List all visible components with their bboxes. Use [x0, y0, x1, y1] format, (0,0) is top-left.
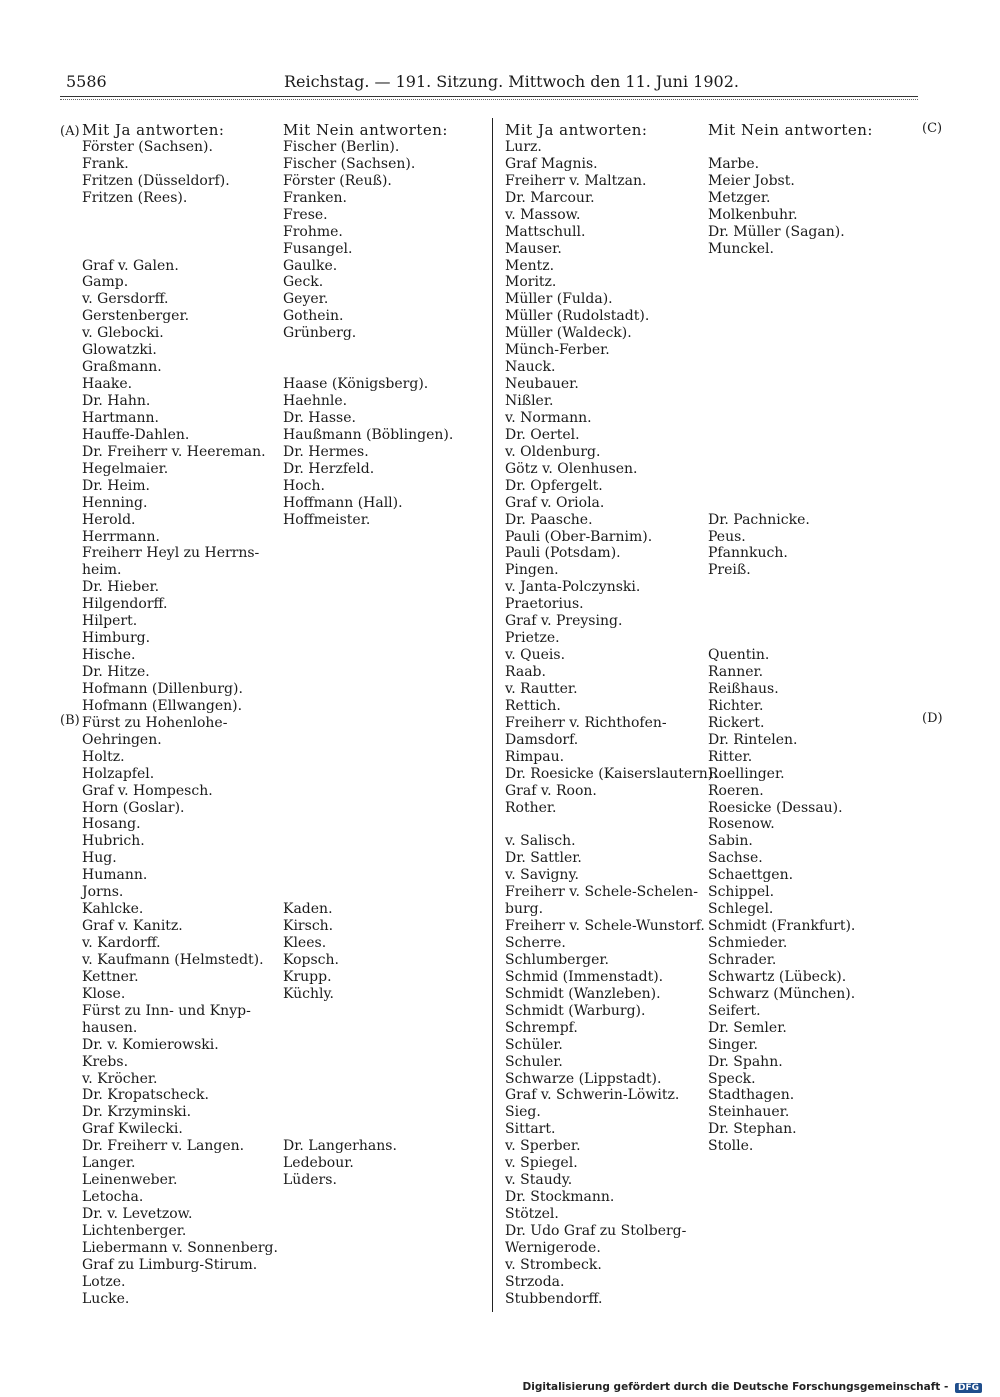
name-entry: Dr. Sattler. — [505, 850, 582, 867]
name-entry — [283, 545, 488, 562]
name-entry: Schwarz (München). — [708, 985, 856, 1002]
name-entry: Reißhaus. — [708, 680, 779, 697]
name-entry: Hoffmann (Hall). — [283, 494, 403, 511]
name-entry: Sachse. — [708, 850, 763, 867]
column-ja-right — [505, 121, 718, 1308]
name-entry: Graf v. Schwerin-Löwitz. — [505, 1087, 680, 1104]
name-entry — [283, 1037, 488, 1054]
page-number: 5586 — [66, 72, 107, 91]
name-entry: Förster (Sachsen). — [82, 138, 213, 155]
name-entry: Dr. Rintelen. — [708, 731, 798, 748]
name-entry: Jorns. — [82, 884, 124, 901]
name-entry — [283, 766, 488, 783]
name-entry: Freiherr v. Schele-Wunstorf. — [505, 918, 705, 935]
name-entry: Neubauer. — [505, 376, 579, 393]
name-entry — [283, 579, 488, 596]
name-entry: Grünberg. — [283, 325, 357, 342]
name-entry — [708, 274, 908, 291]
name-entry: v. Queis. — [505, 647, 566, 664]
name-entry: Haehnle. — [283, 393, 348, 409]
name-entry: Mauser. — [505, 240, 562, 257]
name-entry: Förster (Reuß). — [283, 172, 392, 189]
name-entry: Dr. Marcour. — [505, 189, 595, 206]
name-entry — [283, 816, 488, 833]
name-entry: v. Gersdorff. — [82, 291, 169, 308]
name-entry: Pauli (Ober-Barnim). — [505, 528, 653, 545]
name-entry: Stubbendorff. — [505, 1290, 603, 1307]
name-entry: Pfannkuch. — [708, 545, 788, 562]
name-entry: Frese. — [283, 206, 328, 223]
footer-credit — [523, 1381, 982, 1393]
name-entry: Roeren. — [708, 782, 764, 799]
name-entry: Lucke. — [82, 1290, 130, 1307]
name-entry — [283, 715, 488, 732]
name-entry: heim. — [82, 562, 122, 579]
name-entry: Dr. Hitze. — [82, 664, 150, 680]
name-entry — [283, 850, 488, 867]
name-entry: Humann. — [82, 867, 148, 884]
name-entry: Kirsch. — [283, 918, 334, 935]
name-entry: Dr. Herzfeld. — [283, 460, 375, 477]
name-entry: Dr. Semler. — [708, 1019, 787, 1036]
name-entry — [283, 732, 488, 749]
name-entry: Hoffmeister. — [283, 511, 371, 528]
name-entry: Graßmann. — [82, 359, 162, 376]
name-entry: Fischer (Berlin). — [283, 138, 400, 155]
name-entry: v. Massow. — [505, 206, 581, 223]
name-entry: Speck. — [708, 1070, 756, 1087]
name-entry — [708, 579, 908, 596]
name-entry: Götz v. Olenhusen. — [505, 460, 638, 477]
name-entry — [283, 833, 488, 850]
column-heading: Mit Ja antworten: — [82, 121, 225, 139]
name-entry: Fritzen (Rees). — [82, 189, 188, 206]
name-entry: v. Rautter. — [505, 680, 578, 697]
name-entry: Hoch. — [283, 477, 325, 494]
name-entry: Fürst zu Inn- und Knyp- — [82, 1002, 251, 1019]
name-entry — [283, 647, 488, 664]
name-entry: Dr. Oertel. — [505, 426, 580, 443]
name-entry — [708, 461, 908, 478]
name-entry — [82, 224, 282, 241]
name-entry: Schmidt (Frankfurt). — [708, 918, 856, 935]
name-entry: Dr. Paasche. — [505, 511, 593, 528]
name-entry: Preiß. — [708, 562, 751, 579]
name-entry: Frank. — [82, 155, 129, 172]
name-entry: Ledebour. — [283, 1155, 354, 1172]
name-entry — [283, 664, 488, 681]
name-entry — [708, 258, 908, 275]
name-entry: Hosang. — [82, 816, 141, 833]
name-entry — [283, 596, 488, 613]
name-entry: Freiherr v. Richthofen- — [505, 714, 667, 731]
name-entry: Lurz. — [505, 138, 542, 155]
name-entry: Dr. Hermes. — [283, 443, 369, 460]
name-entry: Schmid (Immenstadt). — [505, 968, 664, 985]
name-entry: Hegelmaier. — [82, 460, 169, 477]
name-entry: Praetorius. — [505, 596, 584, 613]
name-entry: Himburg. — [82, 630, 151, 647]
name-entry: Kettner. — [82, 968, 139, 985]
name-entry — [708, 308, 908, 325]
name-entry: Munckel. — [708, 240, 774, 257]
name-entry: Letocha. — [82, 1189, 144, 1206]
name-entry: Schippel. — [708, 884, 775, 901]
name-entry: Dr. Pachnicke. — [708, 511, 810, 528]
name-entry: Freiherr v. Schele-Schelen- — [505, 884, 698, 901]
name-entry: Franken. — [283, 189, 348, 206]
name-entry: Müller (Waldeck). — [505, 325, 632, 342]
name-entry: Peus. — [708, 528, 746, 545]
name-entry: v. Staudy. — [505, 1172, 573, 1189]
name-entry — [283, 1003, 488, 1020]
name-entry: Gerstenberger. — [82, 308, 190, 325]
name-entry: Hartmann. — [82, 409, 159, 426]
name-entry: Liebermann v. Sonnenberg. — [82, 1239, 278, 1256]
name-entry: Graf zu Limburg-Stirum. — [82, 1256, 258, 1273]
name-entry: Dr. v. Levetzow. — [82, 1206, 193, 1222]
name-entry — [708, 427, 908, 444]
name-entry: Sabin. — [708, 833, 753, 850]
name-entry: Schaettgen. — [708, 867, 794, 884]
name-entry: Stadthagen. — [708, 1087, 795, 1104]
name-entry: Strzoda. — [505, 1273, 565, 1290]
name-entry: Graf Kwilecki. — [82, 1121, 183, 1138]
name-entry: Fusangel. — [283, 240, 353, 257]
margin-marker-b: (B) — [60, 713, 80, 728]
name-entry: Holtz. — [82, 748, 125, 765]
name-entry: Krupp. — [283, 968, 332, 985]
name-entry: Mentz. — [505, 257, 555, 274]
name-entry: Münch-Ferber. — [505, 342, 610, 359]
name-entry: Freiherr Heyl zu Herrns- — [82, 545, 260, 562]
name-entry: Steinhauer. — [708, 1104, 790, 1121]
name-entry: Scherre. — [505, 935, 566, 951]
name-entry — [708, 393, 908, 410]
name-entry: Kahlcke. — [82, 901, 144, 918]
name-entry: v. Oldenburg. — [505, 443, 601, 460]
name-entry: Dr. Freiherr v. Heereman. — [82, 443, 266, 460]
name-entry — [283, 1071, 488, 1088]
name-entry: Graf v. Galen. — [82, 257, 179, 274]
name-entry: Dr. Hahn. — [82, 393, 151, 409]
footer-text: Digitalisierung gefördert durch die Deutsche Forschungsgemeinschaft - — [522, 1381, 949, 1393]
name-entry: Graf v. Oriola. — [505, 494, 605, 511]
name-entry: Glowatzki. — [82, 342, 157, 359]
name-entry: Hubrich. — [82, 833, 145, 850]
name-entry: hausen. — [82, 1019, 138, 1036]
name-entry: Dr. Müller (Sagan). — [708, 223, 845, 240]
name-entry: Graf v. Kanitz. — [82, 918, 183, 935]
name-entry: Dr. Hieber. — [82, 579, 160, 596]
name-entry: Rother. — [505, 799, 557, 816]
name-entry: Herold. — [82, 511, 136, 528]
name-entry: Krebs. — [82, 1053, 129, 1070]
name-entry: Dr. Opfergelt. — [505, 477, 603, 494]
name-entry — [283, 359, 488, 376]
name-entry: Schrader. — [708, 951, 777, 968]
name-entry: v. Normann. — [505, 409, 592, 426]
name-entry: Graf v. Roon. — [505, 782, 597, 799]
name-entry: Mattschull. — [505, 223, 586, 240]
name-entry: v. Kaufmann (Helmstedt). — [82, 951, 264, 968]
name-entry: Leinenweber. — [82, 1172, 178, 1189]
name-entry: Pingen. — [505, 562, 559, 579]
name-entry: Fritzen (Düsseldorf). — [82, 172, 230, 189]
name-entry: Dr. Stockmann. — [505, 1189, 615, 1206]
name-entry: Hofmann (Ellwangen). — [82, 697, 243, 714]
header-rule-dotted — [60, 99, 918, 100]
name-entry: Moritz. — [505, 274, 557, 291]
name-entry — [708, 376, 908, 393]
name-entry: Schmieder. — [708, 935, 788, 951]
name-entry — [708, 410, 908, 427]
name-entry — [708, 478, 908, 495]
name-entry — [283, 1087, 488, 1104]
margin-marker-c: (C) — [922, 121, 943, 136]
name-entry: Schmidt (Warburg). — [505, 1002, 646, 1019]
column-divider — [492, 118, 493, 1312]
name-entry — [283, 529, 488, 546]
name-entry: v. Kröcher. — [82, 1070, 158, 1087]
name-entry: Klees. — [283, 935, 327, 951]
name-entry: Metzger. — [708, 189, 771, 206]
name-entry: Gaulke. — [283, 257, 338, 274]
margin-marker-a: (A) — [60, 124, 80, 139]
name-entry — [283, 613, 488, 630]
name-entry: Dr. Spahn. — [708, 1053, 783, 1070]
name-entry: Nauck. — [505, 359, 556, 376]
column-nein-right — [708, 122, 908, 1155]
name-entry — [708, 495, 908, 512]
name-entry: Sieg. — [505, 1104, 541, 1121]
column-heading: Mit Nein antworten: — [283, 121, 448, 139]
name-entry: Frohme. — [283, 223, 343, 240]
running-title: Reichstag. — 191. Sitzung. Mittwoch den 11. Juni 1902. — [284, 72, 739, 91]
name-entry — [283, 698, 488, 715]
name-entry: Gothein. — [283, 308, 344, 325]
name-entry: Singer. — [708, 1036, 758, 1053]
name-entry: v. Sperber. — [505, 1138, 581, 1155]
name-entry — [82, 207, 282, 224]
name-entry: Fürst zu Hohenlohe- — [82, 714, 228, 731]
name-entry — [708, 444, 908, 461]
name-entry: Fischer (Sachsen). — [283, 155, 416, 172]
name-entry — [708, 596, 908, 613]
name-entry: v. Strombeck. — [505, 1256, 602, 1273]
name-entry: Oehringen. — [82, 731, 162, 748]
name-entry: Dr. Udo Graf zu Stolberg- — [505, 1222, 687, 1239]
name-entry: v. Spiegel. — [505, 1155, 578, 1172]
name-entry — [283, 749, 488, 766]
name-entry: burg. — [505, 901, 544, 918]
name-entry: Schlegel. — [708, 901, 774, 918]
name-entry: Henning. — [82, 494, 148, 511]
name-entry: Dr. Langerhans. — [283, 1138, 397, 1155]
name-entry: Rosenow. — [708, 816, 775, 833]
name-entry: Dr. Heim. — [82, 477, 150, 494]
header-rule — [60, 96, 918, 97]
name-entry: Schlumberger. — [505, 951, 610, 968]
name-entry: Sittart. — [505, 1121, 556, 1138]
name-entry: Schwartz (Lübeck). — [708, 968, 847, 985]
name-entry: Holzapfel. — [82, 765, 155, 782]
name-entry: Roellinger. — [708, 765, 785, 782]
name-entry — [283, 1104, 488, 1121]
name-entry: Quentin. — [708, 647, 770, 664]
name-entry — [283, 867, 488, 884]
name-entry: Dr. Freiherr v. Langen. — [82, 1138, 245, 1155]
name-entry: Hilgendorff. — [82, 596, 168, 613]
name-entry: Haußmann (Böblingen). — [283, 426, 454, 443]
name-entry: Stolle. — [708, 1138, 754, 1155]
name-entry — [708, 613, 908, 630]
column-heading: Mit Nein antworten: — [708, 121, 873, 139]
name-entry: Schüler. — [505, 1036, 563, 1053]
column-ja-left — [82, 122, 282, 1308]
name-entry: Roesicke (Dessau). — [708, 799, 843, 816]
name-entry — [283, 1020, 488, 1037]
name-entry: Horn (Goslar). — [82, 799, 185, 816]
name-entry: Schwarze (Lippstadt). — [505, 1070, 662, 1087]
name-entry: Geck. — [283, 274, 324, 291]
name-entry: Herrmann. — [82, 528, 160, 545]
name-entry — [283, 630, 488, 647]
name-entry: Dr. v. Komierowski. — [82, 1036, 219, 1053]
page-header — [66, 72, 916, 96]
name-entry: Hug. — [82, 850, 117, 867]
name-entry: Prietze. — [505, 630, 560, 647]
name-entry: Pauli (Potsdam). — [505, 545, 621, 562]
name-entry: Schuler. — [505, 1053, 563, 1070]
name-entry: Graf Magnis. — [505, 155, 598, 172]
name-entry — [708, 325, 908, 342]
name-entry: v. Glebocki. — [82, 325, 164, 342]
name-entry: Molkenbuhr. — [708, 206, 798, 223]
name-entry: Raab. — [505, 664, 546, 680]
name-entry: Klose. — [82, 985, 126, 1002]
name-entry: Dr. Hasse. — [283, 409, 356, 426]
name-entry: Kopsch. — [283, 951, 339, 968]
name-entry — [708, 139, 908, 156]
name-entry — [708, 630, 908, 647]
name-entry — [283, 884, 488, 901]
column-nein-left — [283, 122, 488, 1189]
name-entry — [708, 342, 908, 359]
name-entry — [708, 359, 908, 376]
name-entry: Damsdorf. — [505, 731, 579, 748]
column-heading: Mit Ja antworten: — [505, 121, 648, 139]
name-entry — [283, 342, 488, 359]
name-entry — [82, 241, 282, 258]
name-entry: Küchly. — [283, 985, 335, 1002]
name-entry — [283, 1054, 488, 1071]
name-entry: Schrempf. — [505, 1019, 578, 1036]
name-entry: v. Kardorff. — [82, 935, 161, 951]
name-entry: Nißler. — [505, 393, 554, 409]
name-entry: Graf v. Preysing. — [505, 613, 623, 630]
name-entry: Rickert. — [708, 714, 765, 731]
name-entry: Seifert. — [708, 1002, 761, 1019]
name-entry: Ritter. — [708, 748, 753, 765]
name-entry: Gamp. — [82, 274, 129, 291]
name-entry: Rettich. — [505, 697, 561, 714]
name-entry: Hische. — [82, 647, 136, 664]
name-entry: Rimpau. — [505, 748, 565, 765]
name-entry: Stötzel. — [505, 1206, 559, 1222]
name-entry: Hauffe-Dahlen. — [82, 426, 190, 443]
name-entry: Dr. Stephan. — [708, 1121, 797, 1138]
name-entry: Langer. — [82, 1155, 136, 1172]
name-entry: Haake. — [82, 376, 133, 393]
name-entry: Lüders. — [283, 1172, 337, 1189]
name-entry: Ranner. — [708, 664, 764, 680]
name-entry — [283, 562, 488, 579]
name-entry: Hilpert. — [82, 613, 138, 630]
margin-marker-d: (D) — [922, 711, 943, 726]
name-entry: Dr. Kropatscheck. — [82, 1087, 209, 1104]
name-entry: Marbe. — [708, 155, 760, 172]
name-entry — [283, 800, 488, 817]
name-entry: Geyer. — [283, 291, 329, 308]
name-entry — [283, 1121, 488, 1138]
name-entry: Kaden. — [283, 901, 333, 918]
name-entry: Meier Jobst. — [708, 172, 795, 189]
name-entry: Dr. Roesicke (Kaiserslautern). — [505, 765, 718, 782]
name-entry: v. Salisch. — [505, 833, 576, 850]
name-entry — [505, 816, 710, 833]
name-entry: Haase (Königsberg). — [283, 376, 429, 393]
name-entry: Graf v. Hompesch. — [82, 782, 213, 799]
name-entry: Dr. Krzyminski. — [82, 1104, 192, 1121]
name-entry — [283, 681, 488, 698]
name-entry: Wernigerode. — [505, 1239, 601, 1256]
dfg-logo: DFG — [955, 1383, 982, 1393]
name-entry — [708, 291, 908, 308]
name-entry: Freiherr v. Maltzan. — [505, 172, 647, 189]
name-entry: Müller (Fulda). — [505, 291, 613, 308]
name-entry: Lichtenberger. — [82, 1222, 187, 1239]
name-entry: Hofmann (Dillenburg). — [82, 680, 243, 697]
name-entry: Richter. — [708, 697, 764, 714]
name-entry: v. Janta-Polczynski. — [505, 579, 641, 596]
name-entry: Müller (Rudolstadt). — [505, 308, 650, 325]
name-entry: v. Savigny. — [505, 867, 579, 884]
name-entry: Schmidt (Wanzleben). — [505, 985, 661, 1002]
name-entry: Lotze. — [82, 1273, 126, 1290]
name-entry — [283, 783, 488, 800]
